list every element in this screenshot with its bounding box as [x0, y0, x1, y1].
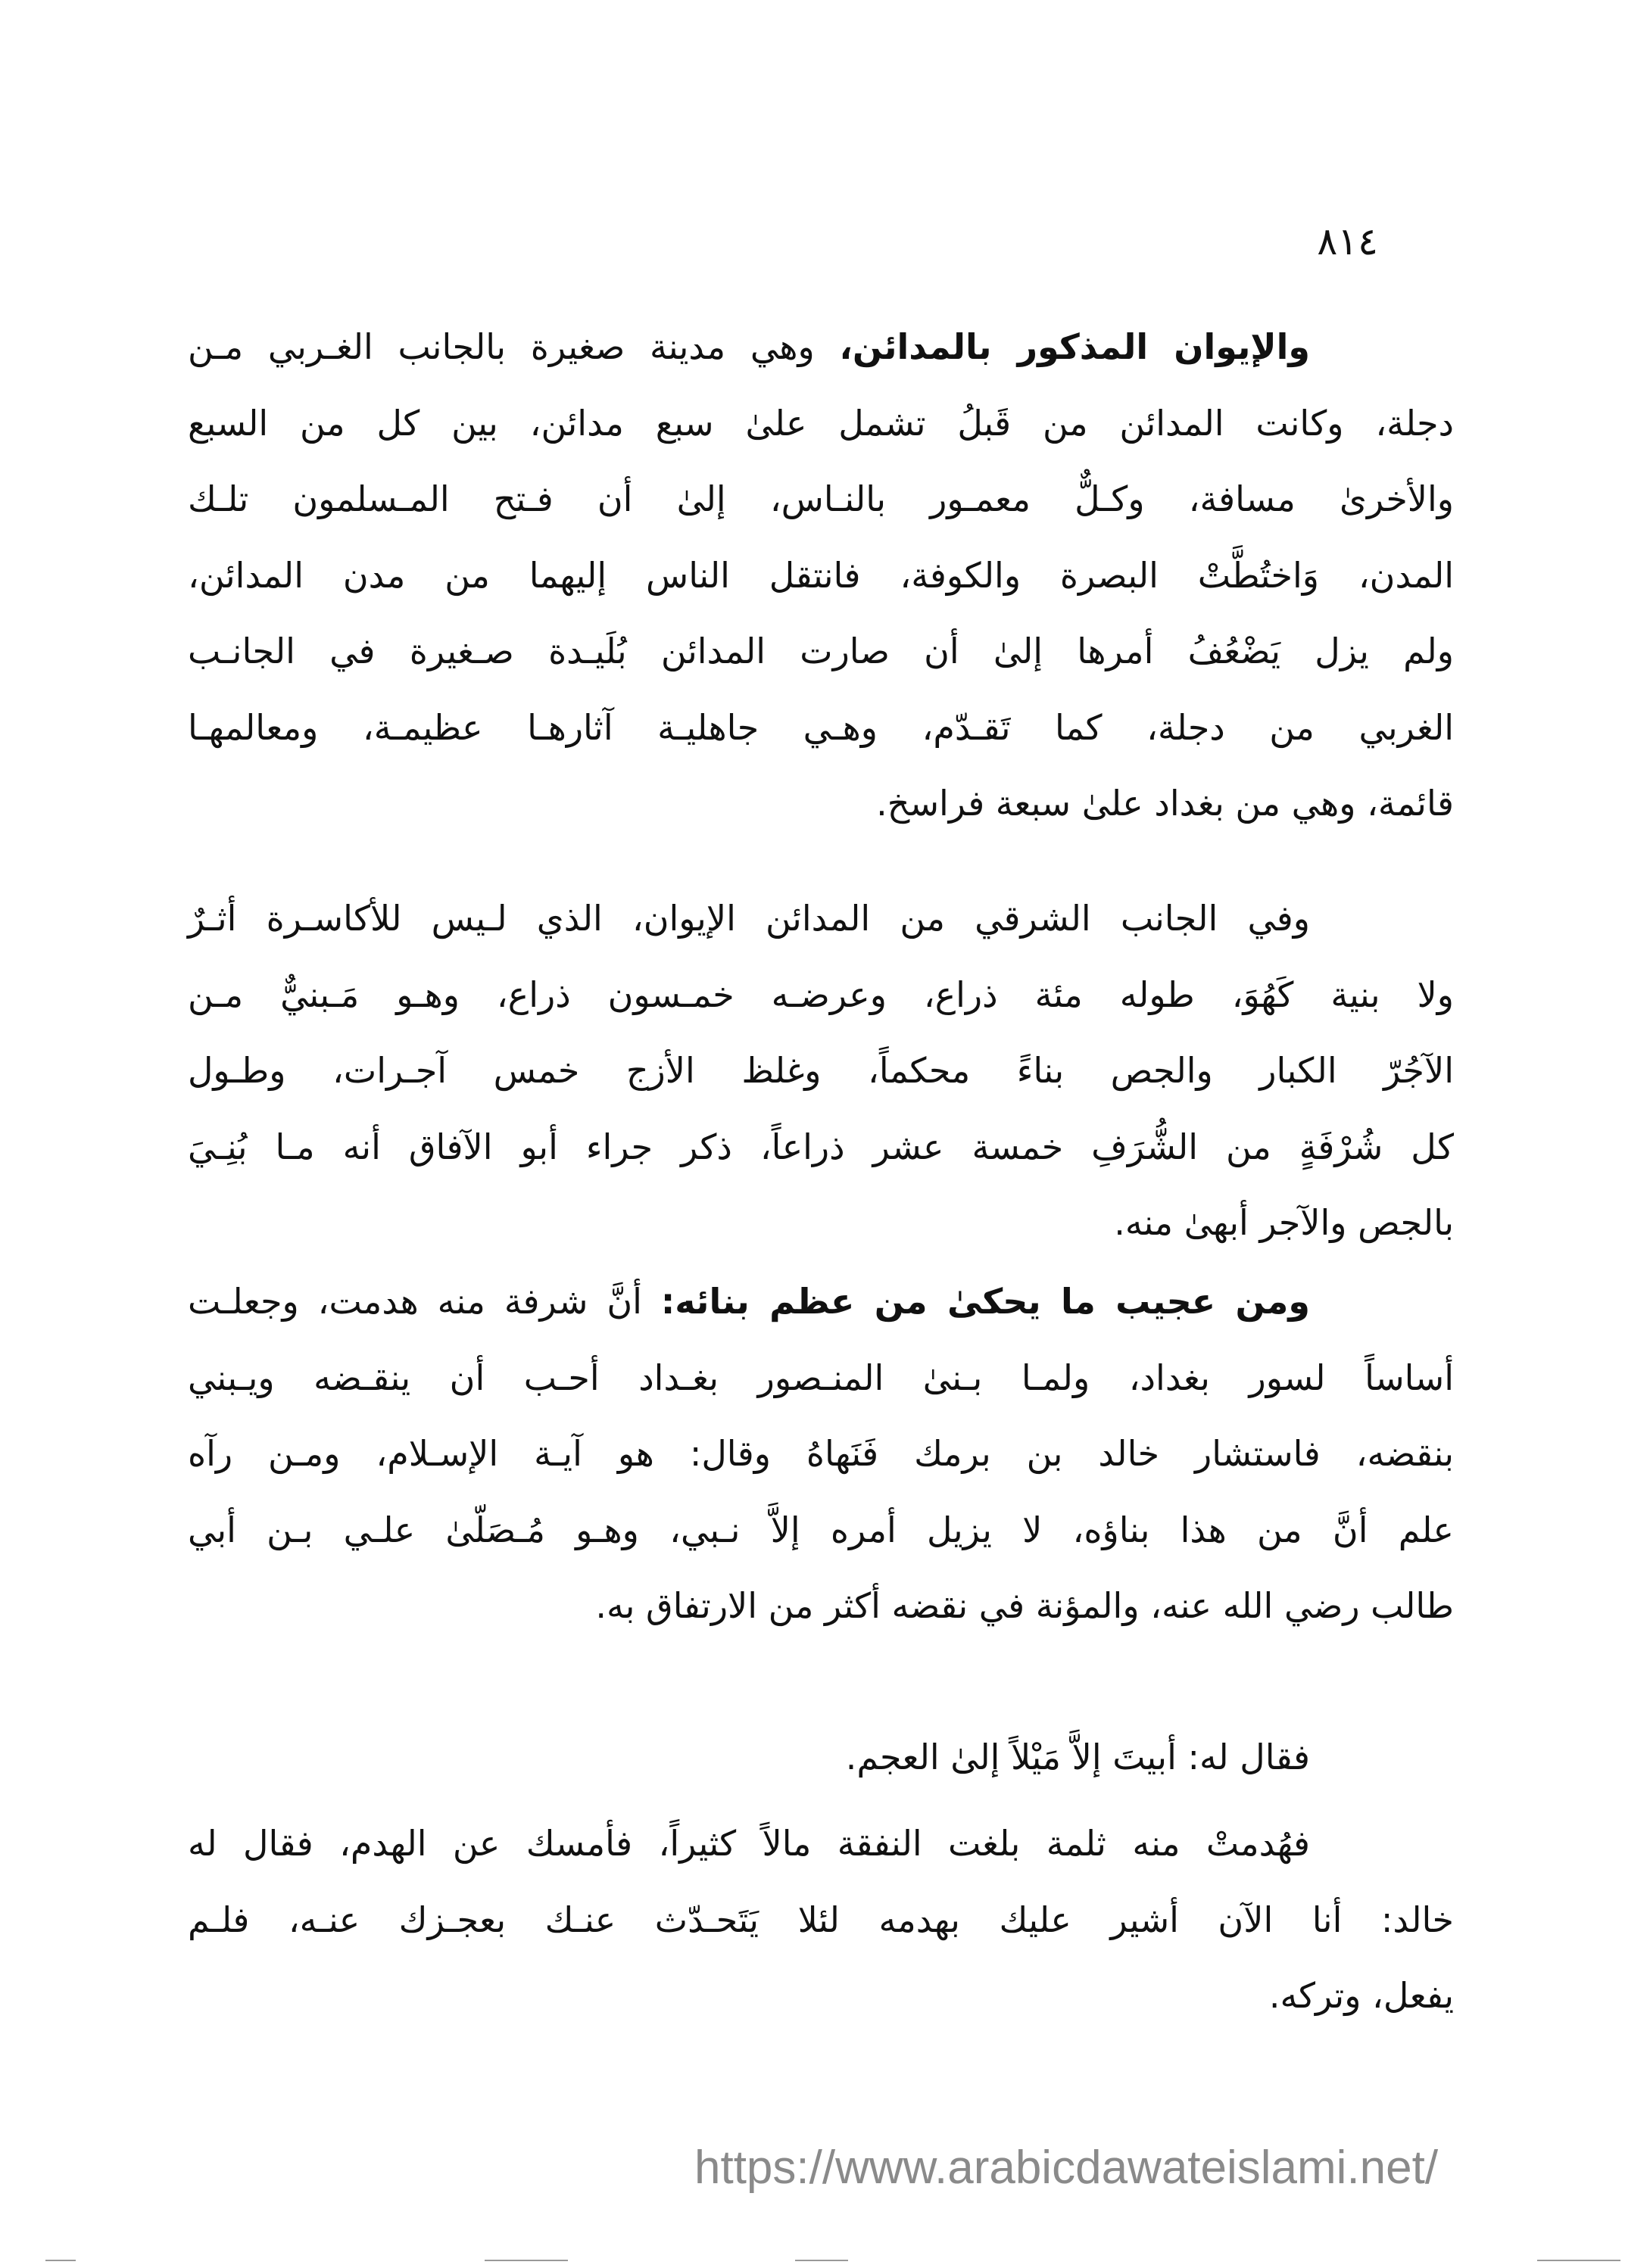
bold-lead: والإيوان المذكور بالمدائن، [839, 326, 1310, 367]
text-line: أساساً لسور بغداد، ولمـا بـنىٰ المنـصور بغـداد أحـب أن ينقـضه ويـبني [188, 1357, 1454, 1398]
text-line: المدن، وَاختُطَّتْ البصرة والكوفة، فانتقل الناس إليهما من مدن المدائن، [188, 554, 1454, 596]
text-line: علم أنَّ من هذا بناؤه، لا يزيل أمره إلاَّ نـبي، وهـو مُـصَلّىٰ علـي بـن أبي [188, 1509, 1454, 1550]
text-line: الغربي من دجلة، كما تَقـدّم، وهـي جاهليـة آثارهـا عظيمـة، ومعالمهـا [188, 706, 1454, 748]
scan-artifact-line [485, 2260, 568, 2261]
scan-artifact-line [45, 2260, 76, 2261]
paragraph-4 [188, 1719, 1454, 1796]
bold-lead: ومن عجيب ما يحكىٰ من عظم بنائه: [660, 1281, 1311, 1322]
text-line: بنقضه، فاستشار خالد بن برمك فَنَهاهُ وقال: هو آيـة الإسـلام، ومـن رآه [188, 1433, 1454, 1474]
text-line: خالد: أنا الآن أشير عليك بهدمه لئلا يَتَحـدّث عنـك بعجـزك عنـه، فلـم [188, 1899, 1454, 1940]
paragraph-1 [188, 309, 1454, 842]
text-line: فقال له: أبيتَ إلاَّ مَيْلاً إلىٰ العجم. [845, 1737, 1310, 1777]
text-line: والإيوان المذكور بالمدائن، وهي مدينة صغيرة بالجانب الغـربي مـن [188, 326, 1310, 367]
text-line: ومن عجيب ما يحكىٰ من عظم بنائه: أنَّ شرفة منه هدمت، وجعلـت [188, 1281, 1311, 1322]
text-line: بالجص والآجر أبهىٰ منه. [1114, 1202, 1454, 1243]
text-line: والأخرىٰ مسافة، وكـلٌّ معمـور بالنـاس، إلىٰ أن فـتح المـسلمون تلـك [188, 478, 1454, 519]
text-line: ولا بنية كَهُوَ، طوله مئة ذراع، وعرضـه خمـسون ذراع، وهـو مَـبنيٌّ مـن [188, 974, 1454, 1015]
text-line: دجلة، وكانت المدائن من قَبلُ تشمل علىٰ سبع مدائن، بين كل من السبع [188, 402, 1454, 444]
text-line: فهُدمتْ منه ثلمة بلغت النفقة مالاً كثيراً، فأمسك عن الهدم، فقال له [188, 1823, 1310, 1864]
paragraph-5 [188, 1805, 1454, 2034]
text-line: كل شُرْفَةٍ من الشُّرَفِ خمسة عشر ذراعاً، ذكر جراء أبو الآفاق أنه مـا بُنِـيَ [188, 1126, 1454, 1167]
text-line: الآجُرّ الكبار والجص بناءً محكماً، وغلظ الأزج خمس آجـرات، وطـول [188, 1050, 1454, 1091]
paragraph-2 [188, 880, 1454, 1261]
text-line: قائمة، وهي من بغداد علىٰ سبعة فراسخ. [876, 783, 1454, 824]
text-line: يفعل، وتركه. [1268, 1975, 1454, 2016]
paragraph-3 [188, 1263, 1454, 1644]
scan-artifact-line [1537, 2260, 1620, 2261]
page-number: ٨١٤ [1317, 220, 1378, 263]
text-line: طالب رضي الله عنه، والمؤنة في نقضه أكثر من الارتفاق به. [595, 1585, 1454, 1626]
text-line: وفي الجانب الشرقي من المدائن الإيوان، الذي لـيس للأكاسـرة أثـرٌ [188, 898, 1310, 939]
scan-artifact-line [795, 2260, 848, 2261]
text-line: ولم يزل يَضْعُفُ أمرها إلىٰ أن صارت المدائن بُلَيـدة صـغيرة في الجانـب [188, 631, 1454, 671]
watermark-url: https://www.arabicdawateislami.net/ [694, 2142, 1439, 2194]
